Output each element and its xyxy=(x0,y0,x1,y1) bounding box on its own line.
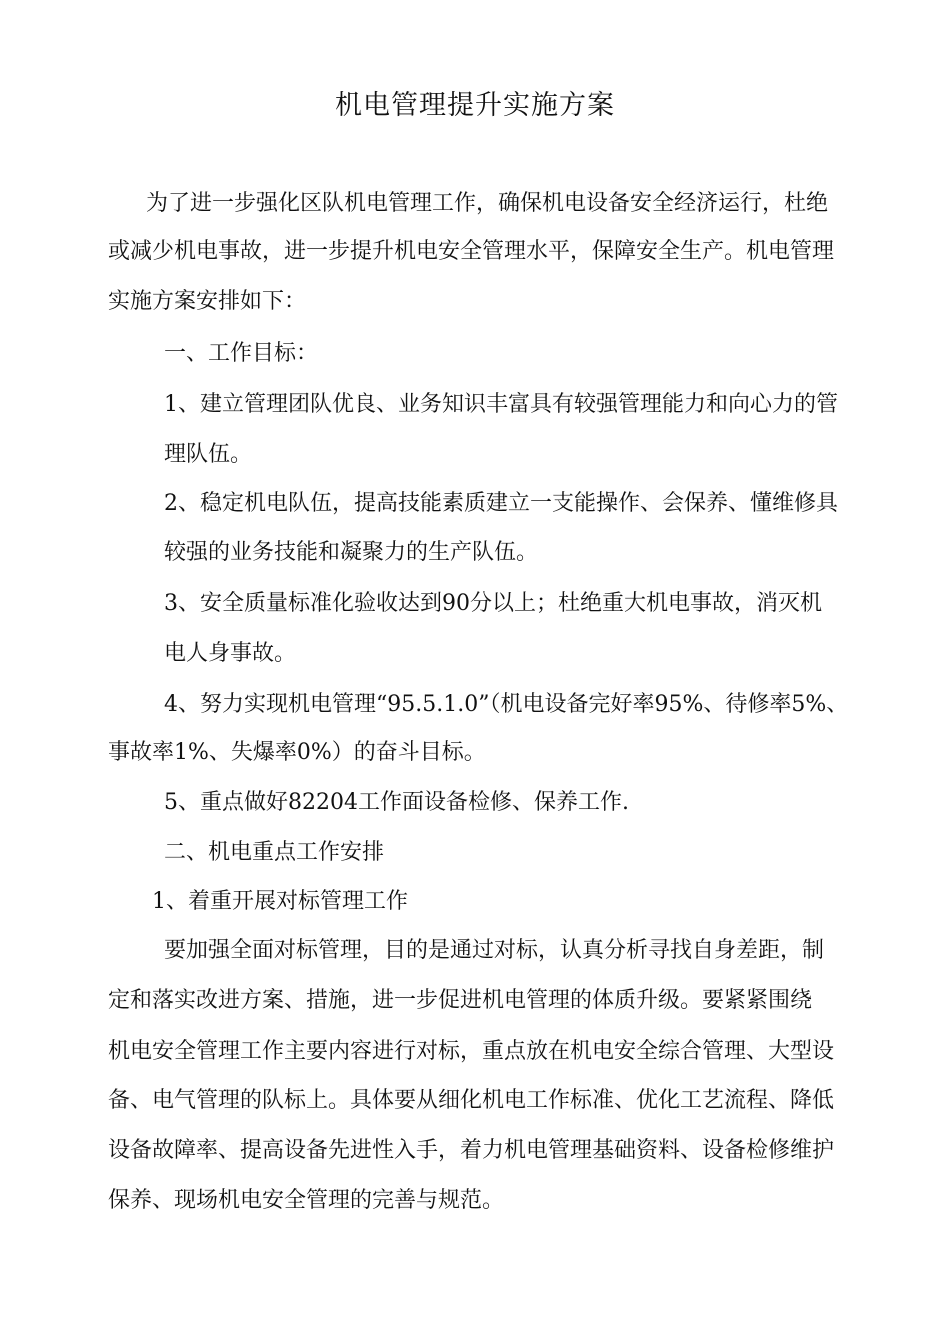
paragraph-line: 设备故障率、提高设备先进性入手，着力机电管理基础资料、设备检修维护 xyxy=(108,1138,835,1163)
list-item-continued: 电人身事故。 xyxy=(164,641,297,666)
list-item: 2、稳定机电队伍，提高技能素质建立一支能操作、会保养、懂维修具 xyxy=(164,491,838,516)
section-heading: 一、工作目标： xyxy=(164,341,319,366)
list-item: 5、重点做好82204工作面设备检修、保养工作. xyxy=(164,790,629,815)
paragraph-line: 实施方案安排如下： xyxy=(108,289,307,314)
paragraph-line: 备、电气管理的队标上。具体要从细化机电工作标准、优化工艺流程、降低 xyxy=(108,1088,835,1113)
list-item-continued: 理队伍。 xyxy=(164,442,253,467)
list-item: 3、安全质量标准化验收达到90分以上；杜绝重大机电事故，消灭机 xyxy=(164,591,822,616)
list-item-continued: 较强的业务技能和凝聚力的生产队伍。 xyxy=(164,540,539,565)
section-heading: 二、机电重点工作安排 xyxy=(164,840,385,865)
paragraph-line: 保养、现场机电安全管理的完善与规范。 xyxy=(108,1188,505,1213)
paragraph-line: 为了进一步强化区队机电管理工作，确保机电设备安全经济运行，杜绝 xyxy=(146,191,829,216)
paragraph-line: 定和落实改进方案、措施，进一步促进机电管理的体质升级。要紧紧围绕 xyxy=(108,988,813,1013)
paragraph-line: 机电安全管理工作主要内容进行对标，重点放在机电安全综合管理、大型设 xyxy=(108,1039,835,1064)
list-item: 4、努力实现机电管理“95.5.1.0”（机电设备完好率95%、待修率5%、 xyxy=(164,692,849,717)
paragraph-line: 要加强全面对标管理，目的是通过对标，认真分析寻找自身差距，制 xyxy=(164,938,825,963)
list-item-continued: 事故率1%、失爆率0%）的奋斗目标。 xyxy=(108,740,486,765)
page-title: 机电管理提升实施方案 xyxy=(335,90,615,121)
paragraph-line: 或减少机电事故，进一步提升机电安全管理水平，保障安全生产。机电管理 xyxy=(108,239,835,264)
list-item: 1、建立管理团队优良、业务知识丰富具有较强管理能力和向心力的管 xyxy=(164,392,838,417)
subsection-heading: 1、着重开展对标管理工作 xyxy=(152,889,408,914)
